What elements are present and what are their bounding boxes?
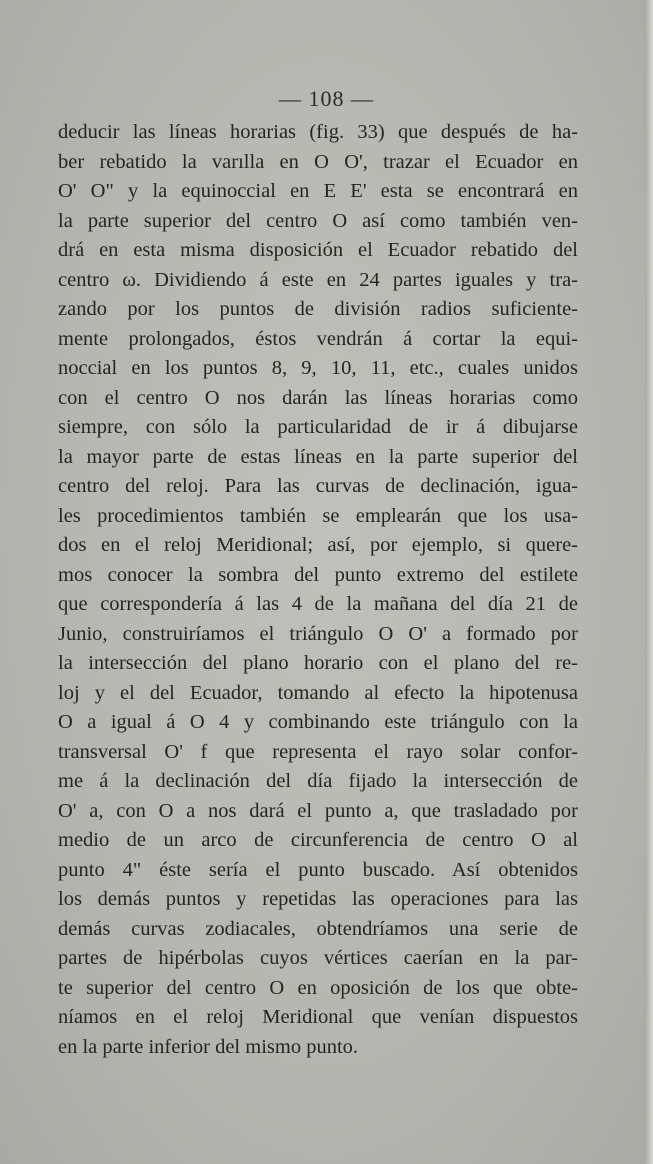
text-line: la intersección del plano horario con el plano del re-	[58, 652, 578, 674]
text-line: punto 4" éste sería el punto buscado. Así obtenidos	[58, 858, 578, 881]
text-line: centro del reloj. Para las curvas de declinación, igua-	[58, 475, 578, 497]
text-line: Junio, construiríamos el triángulo O O' a formado por	[58, 622, 578, 645]
text-line: ber rebatido la varılla en O O', trazar el Ecuador en	[58, 150, 578, 173]
text-line: medio de un arco de circunferencia de centro O al	[58, 829, 578, 851]
text-line: dos en el reloj Meridional; así, por ejemplo, si quere-	[58, 534, 578, 556]
text-line: O a igual á O 4 y combinando este triángulo con la	[58, 711, 578, 733]
text-line: níamos en el reloj Meridional que venían dispuestos	[58, 1006, 578, 1028]
text-line: en la parte inferior del mismo punto.	[58, 1035, 359, 1058]
text-line: te superior del centro O en oposición de los que obte-	[58, 976, 578, 999]
page-number: — 108 —	[279, 86, 374, 111]
text-line: O' O" y la equinoccial en E E' esta se encontrará en	[58, 180, 578, 202]
text-line: les procedimientos también se emplearán que los usa-	[58, 504, 578, 527]
text-line: con el centro O nos darán las líneas horarias como	[58, 386, 578, 409]
text-line: transversal O' f que representa el rayo solar confor-	[58, 740, 578, 763]
text-line: mente prolongados, éstos vendrán á cortar la equi-	[58, 327, 578, 350]
text-line: la mayor parte de estas líneas en la parte superior del	[58, 445, 578, 468]
text-line: drá en esta misma disposición el Ecuador rebatido del	[58, 239, 578, 261]
text-line: deducir las líneas horarias (fig. 33) que después de ha-	[58, 121, 578, 143]
page-edge	[645, 0, 653, 1164]
text-line: O' a, con O a nos dará el punto a, que trasladado por	[58, 799, 578, 822]
text-line: zando por los puntos de división radios suficiente-	[58, 298, 578, 320]
body-text	[58, 118, 578, 1062]
text-line: mos conocer la sombra del punto extremo del estilete	[58, 563, 578, 586]
text-line: los demás puntos y repetidas las operaciones para las	[58, 888, 578, 910]
text-line: partes de hipérbolas cuyos vértices caerían en la par-	[58, 947, 578, 969]
text-line: noccial en los puntos 8, 9, 10, 11, etc., cuales unidos	[58, 357, 578, 379]
text-line: demás curvas zodiacales, obtendríamos una serie de	[58, 917, 578, 940]
text-line: que correspondería á las 4 de la mañana del día 21 de	[58, 593, 578, 615]
text-line: me á la declinación del día fijado la intersección de	[58, 770, 578, 792]
text-line: loj y el del Ecuador, tomando al efecto la hipotenusa	[58, 681, 578, 704]
text-line: siempre, con sólo la particularidad de ir á dibujarse	[58, 416, 578, 438]
text-line: la parte superior del centro O así como también ven-	[58, 209, 578, 232]
text-line: centro ω. Dividiendo á este en 24 partes iguales y tra-	[58, 268, 578, 291]
